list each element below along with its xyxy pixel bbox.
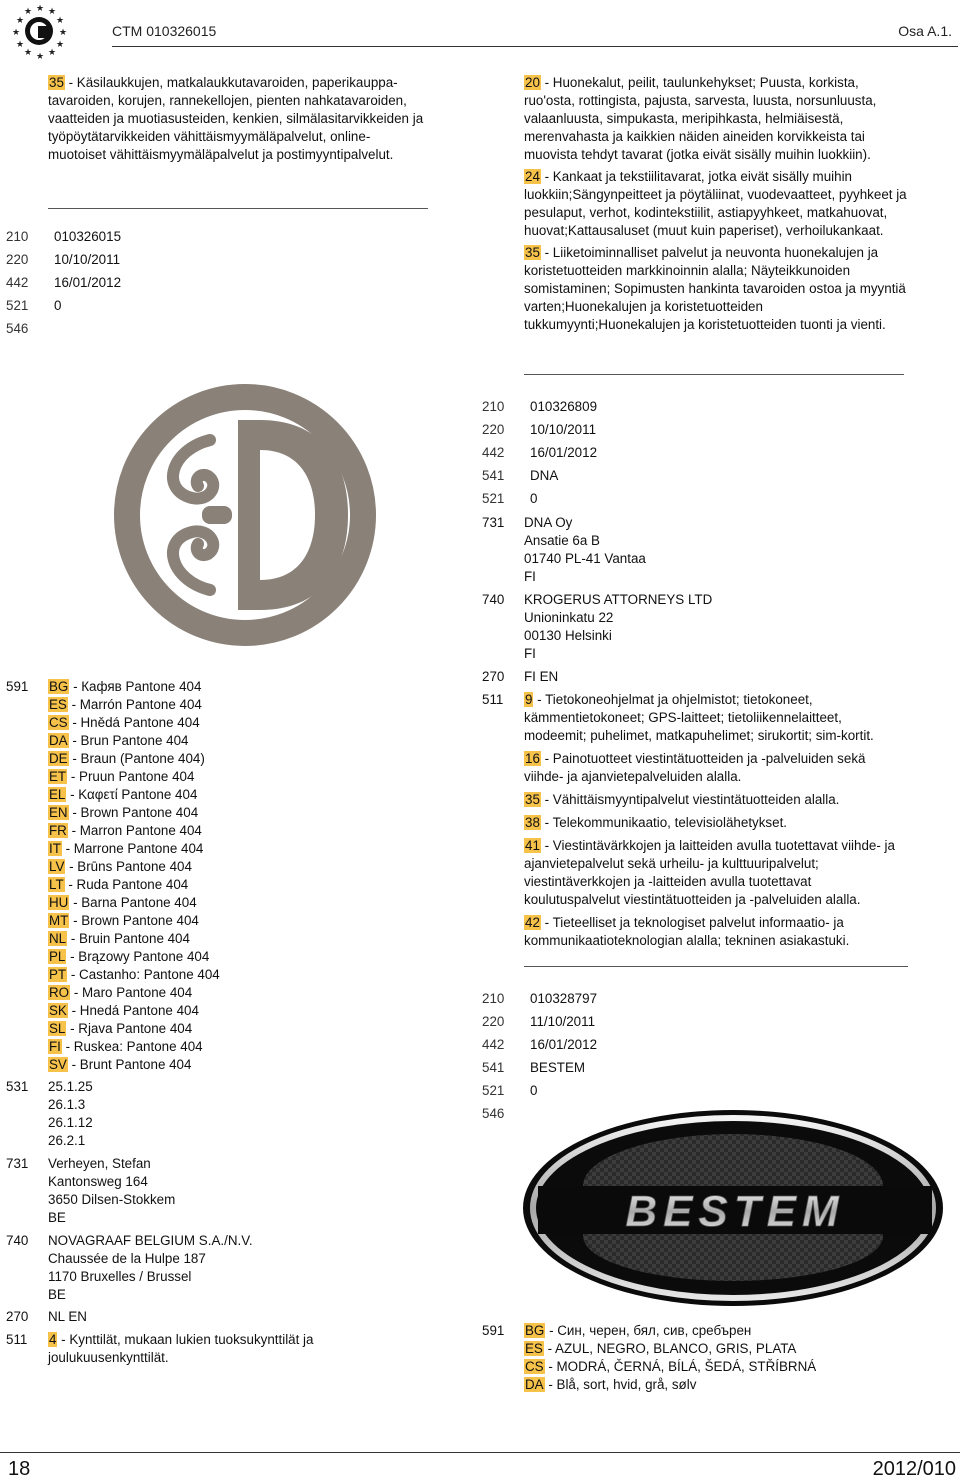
class-text: - Telekommunikaatio, televisiolähetykset.	[540, 815, 788, 830]
section-rule	[48, 208, 428, 209]
lang-code: EL	[49, 787, 66, 802]
svg-text:★: ★	[24, 7, 33, 17]
eu-emblem-icon	[4, 2, 74, 62]
bestem-logo	[520, 1108, 950, 1308]
field-row	[482, 467, 912, 485]
lang-code: FR	[49, 823, 67, 838]
languages: NL EN	[48, 1309, 87, 1324]
field-row	[482, 398, 912, 416]
field-row	[6, 297, 426, 315]
color-item	[524, 1358, 924, 1376]
field-row	[6, 274, 426, 292]
svg-text:★: ★	[12, 28, 21, 38]
lang-code: IT	[49, 841, 61, 856]
class-entry	[524, 168, 908, 240]
class-number: 35	[525, 792, 540, 807]
languages: FI EN	[524, 669, 559, 684]
color-item	[48, 1038, 428, 1056]
class-number: 35	[49, 75, 64, 90]
class-code: 511	[6, 1332, 28, 1347]
color-item	[48, 984, 428, 1002]
owner-code: 731	[482, 515, 505, 530]
color-item	[48, 678, 428, 696]
color-item	[48, 786, 428, 804]
owner-line: Verheyen, Stefan	[48, 1156, 151, 1171]
owner-line: Kantonsweg 164	[48, 1174, 148, 1189]
class-text: - Tietokoneohjelmat ja ohjelmistot; tietokoneet, kämmentietokoneet; GPS-laitteet; tietoliikennelaitteet, modeemit; puhelimet, matkapuhelimet; sirukortit; sim-kortit.	[524, 692, 874, 743]
class-entry	[524, 244, 908, 334]
lang-code: MT	[49, 913, 69, 928]
header-rule	[112, 46, 958, 47]
color-item	[48, 822, 428, 840]
field-value: 0	[530, 1083, 538, 1098]
color-text: - AZUL, NEGRO, BLANCO, GRIS, PLATA	[543, 1341, 797, 1356]
class-entry	[524, 914, 908, 950]
section-rule	[524, 374, 904, 375]
color-text: - Brązowy Pantone 404	[66, 949, 210, 964]
svg-text:★: ★	[48, 48, 57, 58]
issue-number: 2012/010	[872, 1458, 956, 1480]
field-value: 0	[54, 298, 62, 313]
field-code: 220	[6, 252, 29, 267]
vienna-code: 531	[6, 1079, 29, 1094]
vienna-item: 25.1.25	[48, 1079, 93, 1094]
section-rule	[524, 966, 908, 967]
field-row	[6, 251, 426, 269]
class-number: 24	[525, 169, 540, 184]
colors-code: 591	[6, 679, 29, 694]
color-item	[48, 696, 428, 714]
class-number: 41	[525, 838, 540, 853]
header-title: CTM 010326015	[112, 23, 217, 39]
color-text: - Ruda Pantone 404	[64, 877, 189, 892]
color-text: - Hnedá Pantone 404	[67, 1003, 199, 1018]
colors-list	[524, 1322, 924, 1394]
lang-code: NL	[49, 931, 67, 946]
color-item	[48, 894, 428, 912]
vienna-item: 26.1.12	[48, 1115, 93, 1130]
class-entry	[524, 74, 908, 164]
field-row	[482, 1059, 912, 1077]
class-text: - Huonekalut, peilit, taulunkehykset; Puusta, korkista, ruo'osta, rottingista, pajusta, sarvesta, luusta, norsunluusta, valaanluusta, simpukasta, meripihkasta, helmiäisestä, merenvahasta ja kaikkien näiden aineiden korvikkeista tai muovista tehdyt tavarat (jotka eivät sisälly muihin luokkiin).	[524, 75, 877, 162]
svg-text:★: ★	[56, 40, 65, 50]
field-value: DNA	[530, 468, 559, 483]
svg-text:★: ★	[36, 52, 45, 62]
rep-line: Unioninkatu 22	[524, 610, 614, 625]
rep-code: 740	[6, 1233, 29, 1248]
field-code: 210	[482, 399, 505, 414]
class-number: 4	[49, 1332, 57, 1347]
color-text: - Braun (Pantone 404)	[68, 751, 205, 766]
owner-line: 01740 PL-41 Vantaa	[524, 551, 646, 566]
lang-code: SV	[49, 1057, 67, 1072]
top-left-class-block	[48, 74, 428, 164]
field-value: 010328797	[530, 991, 598, 1006]
color-text: - Καφετί Pantone 404	[66, 787, 198, 802]
field-code: 442	[482, 1037, 505, 1052]
class-entry	[524, 750, 908, 786]
color-item	[524, 1376, 924, 1394]
color-item	[48, 750, 428, 768]
rep-code: 740	[482, 592, 505, 607]
field-code: 541	[482, 1060, 505, 1075]
header-section: Osa A.1.	[898, 23, 952, 39]
color-text: - Marrón Pantone 404	[67, 697, 202, 712]
color-item	[48, 966, 428, 984]
color-item	[48, 732, 428, 750]
field-row	[482, 444, 912, 462]
rep-block	[48, 1232, 428, 1304]
field-code: 442	[482, 445, 505, 460]
color-text: - Ruskea: Pantone 404	[61, 1039, 203, 1054]
lang-code: DA	[525, 1377, 544, 1392]
rep-line: BE	[48, 1287, 66, 1302]
class-text: - Kynttilät, mukaan lukien tuoksukynttilät ja joulukuusenkynttilät.	[48, 1332, 314, 1365]
lang-code: DE	[49, 751, 68, 766]
lang-code: SL	[49, 1021, 66, 1036]
class-text: - Vähittäismyyntipalvelut viestintätuotteiden alalla.	[540, 792, 840, 807]
color-text: - Marrone Pantone 404	[61, 841, 204, 856]
rep-block	[524, 591, 914, 663]
field-row	[482, 421, 912, 439]
rep-line: KROGERUS ATTORNEYS LTD	[524, 592, 713, 607]
color-item	[48, 930, 428, 948]
vienna-item: 26.2.1	[48, 1133, 86, 1148]
owner-line: 3650 Dilsen-Stokkem	[48, 1192, 176, 1207]
class-text: - Käsilaukkujen, matkalaukkutavaroiden, paperikauppa-tavaroiden, korujen, rannekellojen, pienten nahkatavaroiden, vaatteiden ja muotiasusteiden, kenkien, silmälasitarvikkeiden ja työpöytätarvikkeiden vähittäismyymäläpalvelut, online-muotoiset vähittäismyymäläpalvelut ja postimyyntipalvelut.	[48, 75, 424, 162]
class-entry	[524, 837, 908, 909]
field-code: 220	[482, 1014, 505, 1029]
class-text: - Viestintävärkkojen ja laitteiden avulla tuotettavat viihde- ja ajanvietepalvelut sekä urheilu- ja kulttuuripalvelut; viestintäverkkojen ja -laitteiden avulla tuotettavat koulutuspalvelut viestintätuotteiden ja -palveluiden alalla.	[524, 838, 895, 907]
class-entry	[524, 814, 908, 832]
field-code: 442	[6, 275, 29, 290]
lang-code: ES	[525, 1341, 543, 1356]
class-text: - Painotuotteet viestintätuotteiden ja -palveluiden sekä viihde- ja ajanvietepalveluiden alalla.	[524, 751, 866, 784]
field-value: BESTEM	[530, 1060, 586, 1075]
color-text: - Castanho: Pantone 404	[67, 967, 220, 982]
field-code: 521	[482, 1083, 505, 1098]
color-text: - Brun Pantone 404	[68, 733, 189, 748]
vienna-list	[48, 1078, 428, 1150]
color-text: - Blå, sort, hvid, grå, sølv	[544, 1377, 697, 1392]
owner-line: Ansatie 6a B	[524, 533, 600, 548]
class-number: 20	[525, 75, 540, 90]
color-item	[48, 912, 428, 930]
right-entry-1-fields	[482, 398, 912, 513]
color-item	[48, 1020, 428, 1038]
owner-block	[524, 514, 914, 586]
field-row	[6, 228, 426, 246]
logo-wordmark: BESTEM	[625, 1187, 845, 1236]
svg-text:★: ★	[24, 48, 33, 58]
lang-code: DA	[49, 733, 68, 748]
class-text: - Liiketoiminnalliset palvelut ja neuvonta huonekalujen ja koristetuotteiden markkinoinnin alalla; Näyteikkunoiden somistaminen; Sopimusten hankinta tavaroiden ostoa ja myyntiä varten;Huonekalujen ja koristetuotteiden tukkumyynti;Huonekalujen ja koristetuotteiden tuonti ja vienti.	[524, 245, 906, 332]
rep-line: 00130 Helsinki	[524, 628, 612, 643]
svg-text:★: ★	[16, 16, 25, 26]
field-code: 521	[6, 298, 29, 313]
top-right-classes	[524, 74, 908, 334]
field-row	[6, 320, 426, 338]
color-item	[48, 840, 428, 858]
field-row	[482, 1036, 912, 1054]
field-code: 541	[482, 468, 505, 483]
color-item	[524, 1340, 924, 1358]
svg-text:★: ★	[36, 4, 45, 14]
field-value: 010326809	[530, 399, 598, 414]
color-text: - Brūns Pantone 404	[65, 859, 192, 874]
lang-code: CS	[49, 715, 68, 730]
lang-code: HU	[49, 895, 69, 910]
bestem-logo-icon	[520, 1108, 950, 1308]
field-value: 11/10/2011	[530, 1014, 596, 1029]
color-text: - Pruun Pantone 404	[67, 769, 195, 784]
lang-code: BG	[49, 679, 69, 694]
field-value: 0	[530, 491, 538, 506]
color-text: - Кафяв Pantone 404	[69, 679, 202, 694]
lang-code: LT	[49, 877, 64, 892]
field-code: 210	[6, 229, 29, 244]
field-code: 210	[482, 991, 505, 1006]
field-value: 16/01/2012	[530, 1037, 598, 1052]
owner-block	[48, 1155, 428, 1227]
lang-code: CS	[525, 1359, 544, 1374]
field-value: 010326015	[54, 229, 122, 244]
color-item	[48, 858, 428, 876]
svg-text:★: ★	[16, 40, 25, 50]
right-entry-1-classes	[524, 691, 908, 950]
color-text: - MODRÁ, ČERNÁ, BÍLÁ, ŠEDÁ, STŘÍBRNÁ	[544, 1359, 817, 1374]
class-code: 511	[482, 692, 504, 707]
lang-code: FI	[49, 1039, 61, 1054]
color-item	[48, 768, 428, 786]
color-text: - Bruin Pantone 404	[67, 931, 190, 946]
class-number: 42	[525, 915, 540, 930]
field-value: 10/10/2011	[530, 422, 597, 437]
lang-code: ES	[49, 697, 67, 712]
field-row	[482, 1082, 912, 1100]
rep-line: NOVAGRAAF BELGIUM S.A./N.V.	[48, 1233, 253, 1248]
field-code: 546	[482, 1106, 505, 1121]
lang-code: RO	[49, 985, 70, 1000]
owner-code: 731	[6, 1156, 29, 1171]
owner-line: DNA Oy	[524, 515, 573, 530]
class-entry	[524, 791, 908, 809]
class-number: 9	[525, 692, 533, 707]
class-entry	[524, 691, 908, 745]
class-text: - Kankaat ja tekstiilitavarat, jotka eivät sisälly muihin luokkiin;Sängynpeitteet ja pöytäliinat, vuodevaatteet, pyyhkeet ja pesulaput, verhot, kodintekstiilit, astiapyyhkeet, matkahuovat, huovat;Kattausaluset (muut kuin paperiset), verhoilukankaat.	[524, 169, 907, 238]
lang-code: 270	[6, 1309, 29, 1324]
field-code: 521	[482, 491, 505, 506]
color-item	[48, 804, 428, 822]
trademark-logo	[110, 380, 380, 650]
field-value: 16/01/2012	[530, 445, 598, 460]
lang-code: LV	[49, 859, 65, 874]
page-number: 18	[8, 1458, 31, 1480]
rep-line: Chaussée de la Hulpe 187	[48, 1251, 206, 1266]
color-text: - Hnědá Pantone 404	[68, 715, 200, 730]
class-entry	[48, 1331, 433, 1367]
color-item	[48, 1002, 428, 1020]
svg-text:★: ★	[48, 7, 57, 17]
color-item	[48, 714, 428, 732]
color-item	[48, 876, 428, 894]
colors-list	[48, 678, 428, 1074]
eu-emblem	[4, 2, 74, 62]
class-text: - Tieteelliset ja teknologiset palvelut informaatio- ja kommunikaatioteknologian alalla; tekninen asiakastuki.	[524, 915, 850, 948]
color-text: - Brown Pantone 404	[69, 913, 199, 928]
color-item	[48, 1056, 428, 1074]
color-item	[48, 948, 428, 966]
svg-text:★: ★	[56, 16, 65, 26]
owner-line: FI	[524, 569, 536, 584]
color-item	[524, 1322, 924, 1340]
class-number: 16	[525, 751, 540, 766]
color-text: - Син, черен, бял, сив, сребърен	[545, 1323, 752, 1338]
lang-code: BG	[525, 1323, 545, 1338]
class-number: 38	[525, 815, 540, 830]
lang-code: EN	[49, 805, 68, 820]
field-row	[482, 1013, 912, 1031]
color-text: - Maro Pantone 404	[70, 985, 193, 1000]
field-row	[482, 990, 912, 1008]
field-code: 220	[482, 422, 505, 437]
rep-line: 1170 Bruxelles / Brussel	[48, 1269, 192, 1284]
lang-code: PL	[49, 949, 66, 964]
rep-line: FI	[524, 646, 536, 661]
colors-code: 591	[482, 1323, 505, 1338]
lang-code: ET	[49, 769, 67, 784]
color-text: - Marron Pantone 404	[67, 823, 202, 838]
top-left-fields	[6, 228, 426, 343]
field-code: 546	[6, 321, 29, 336]
d-monogram-logo-icon	[110, 380, 380, 650]
lang-code: 270	[482, 669, 505, 684]
color-text: - Rjava Pantone 404	[66, 1021, 193, 1036]
field-value: 16/01/2012	[54, 275, 122, 290]
vienna-item: 26.1.3	[48, 1097, 86, 1112]
field-value: 10/10/2011	[54, 252, 121, 267]
lang-code: PT	[49, 967, 67, 982]
color-text: - Brunt Pantone 404	[67, 1057, 192, 1072]
lang-code: SK	[49, 1003, 67, 1018]
class-number: 35	[525, 245, 540, 260]
color-text: - Brown Pantone 404	[68, 805, 199, 820]
field-row	[482, 490, 912, 508]
color-text: - Barna Pantone 404	[69, 895, 197, 910]
footer-rule	[0, 1452, 960, 1453]
owner-line: BE	[48, 1210, 66, 1225]
field-value	[54, 320, 426, 338]
svg-text:★: ★	[59, 28, 68, 38]
